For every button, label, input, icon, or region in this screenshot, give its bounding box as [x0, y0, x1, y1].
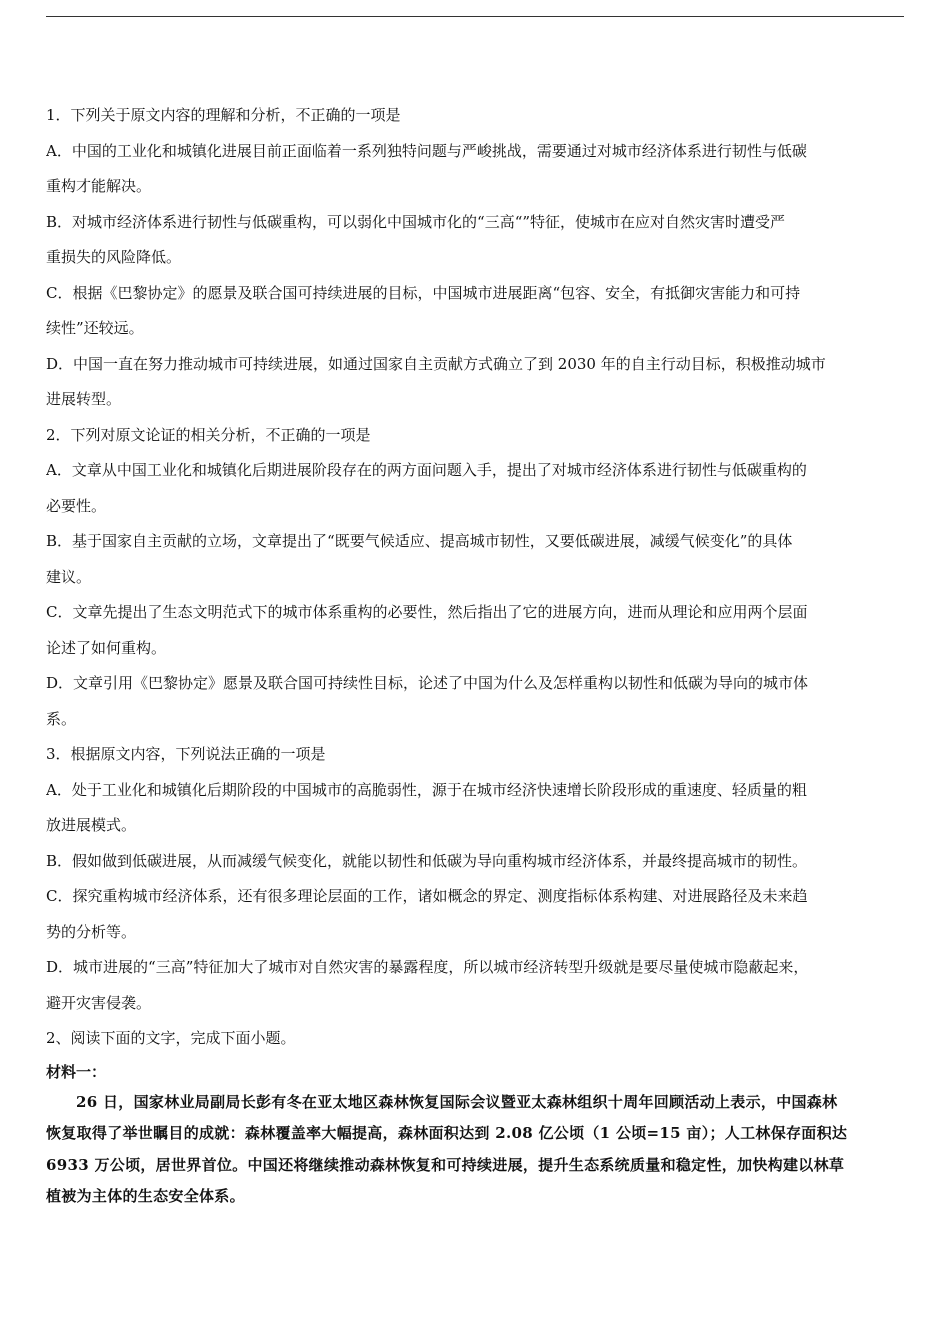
material-label: 材料一：: [46, 1062, 107, 1081]
question-1: [46, 98, 906, 418]
option-a-line-1: A．文章从中国工业化和城镇化后期进展阶段存在的两方面问题入手，提出了对城市经济体系进行韧性与低碳重构的: [46, 461, 807, 479]
option-b-line-2: 重损失的风险降低。: [46, 248, 182, 266]
header-rule: [46, 16, 904, 17]
option-b-line-1: B．基于国家自主贡献的立场，文章提出了“既要气候适应、提高城市韧性，又要低碳进展，减缓气候变化”的具体: [46, 532, 793, 550]
option-c-line-2: 势的分析等。: [46, 922, 137, 941]
question-stem: 1．下列关于原文内容的理解和分析，不正确的一项是: [46, 106, 401, 124]
option-c-line-1: C．文章先提出了生态文明范式下的城市体系重构的必要性，然后指出了它的进展方向，进而从理论和应用两个层面: [46, 603, 808, 621]
paragraph-line: 26 日，国家林业局副局长彭有冬在亚太地区森林恢复国际会议暨亚太森林组织十周年回顾活动上表示，中国森林: [76, 1092, 838, 1111]
option-d-line-1: D．城市进展的“三高”特征加大了城市对自然灾害的暴露程度，所以城市经济转型升级就是要尽量使城市隐蔽起来，: [46, 958, 809, 976]
option-d-line-2: 进展转型。: [46, 390, 122, 408]
question-3: [46, 737, 906, 1021]
option-c-line-1: C．探究重构城市经济体系，还有很多理论层面的工作，诸如概念的界定、测度指标体系构建、对进展路径及未来趋: [46, 887, 808, 905]
question-stem: 2．下列对原文论证的相关分析，不正确的一项是: [46, 425, 371, 444]
paragraph-line: 植被为主体的生态安全体系。: [46, 1187, 245, 1205]
option-c-line-2: 论述了如何重构。: [46, 638, 167, 657]
option-a-line-2: 必要性。: [46, 496, 107, 515]
option-d-line-2: 系。: [46, 709, 77, 728]
option-a-line-1: A．中国的工业化和城镇化进展目前正面临着一系列独特问题与严峻挑战，需要通过对城市经济体系进行韧性与低碳: [46, 141, 807, 160]
option-b-line-2: 建议。: [46, 567, 92, 586]
paragraph-line: 6933 万公顷，居世界首位。中国还将继续推动森林恢复和可持续进展，提升生态系统质量和稳定性，加快构建以林草: [46, 1155, 845, 1174]
option-d-line-1: D．文章引用《巴黎协定》愿景及联合国可持续性目标，论述了中国为什么及怎样重构以韧性和低碳为导向的城市体: [46, 674, 809, 692]
paragraph-line: 恢复取得了举世瞩目的成就：森林覆盖率大幅提高，森林面积达到 2.08 亿公顷（1 公顷=15 亩）；人工林保存面积达: [46, 1124, 848, 1142]
section-heading: 2、阅读下面的文字，完成下面小题。: [46, 1029, 296, 1047]
option-a-line-2: 重构才能解决。: [46, 177, 152, 195]
option-d-line-2: 避开灾害侵袭。: [46, 993, 152, 1012]
document-body: [46, 98, 906, 1213]
material-paragraph: [46, 1087, 906, 1213]
question-2: [46, 418, 906, 738]
option-a-line-1: A．处于工业化和城镇化后期阶段的中国城市的高脆弱性，源于在城市经济快速增长阶段形成的重速度、轻质量的粗: [46, 780, 807, 799]
option-d-line-1: D．中国一直在努力推动城市可持续进展，如通过国家自主贡献方式确立了到 2030 年的自主行动目标，积极推动城市: [46, 354, 826, 373]
option-b-line-1: B．对城市经济体系进行韧性与低碳重构，可以弱化中国城市化的“三高“”特征，使城市在应对自然灾害时遭受严: [46, 212, 786, 231]
option-a-line-2: 放进展模式。: [46, 816, 137, 834]
question-stem: 3．根据原文内容，下列说法正确的一项是: [46, 745, 326, 763]
option-c-line-1: C．根据《巴黎协定》的愿景及联合国可持续进展的目标，中国城市进展距离“包容、安全，有抵御灾害能力和可持: [46, 283, 801, 302]
option-b-line-1: B．假如做到低碳进展，从而减缓气候变化，就能以韧性和低碳为导向重构城市经济体系，并最终提高城市的韧性。: [46, 851, 808, 870]
option-c-line-2: 续性”还较远。: [46, 319, 144, 337]
